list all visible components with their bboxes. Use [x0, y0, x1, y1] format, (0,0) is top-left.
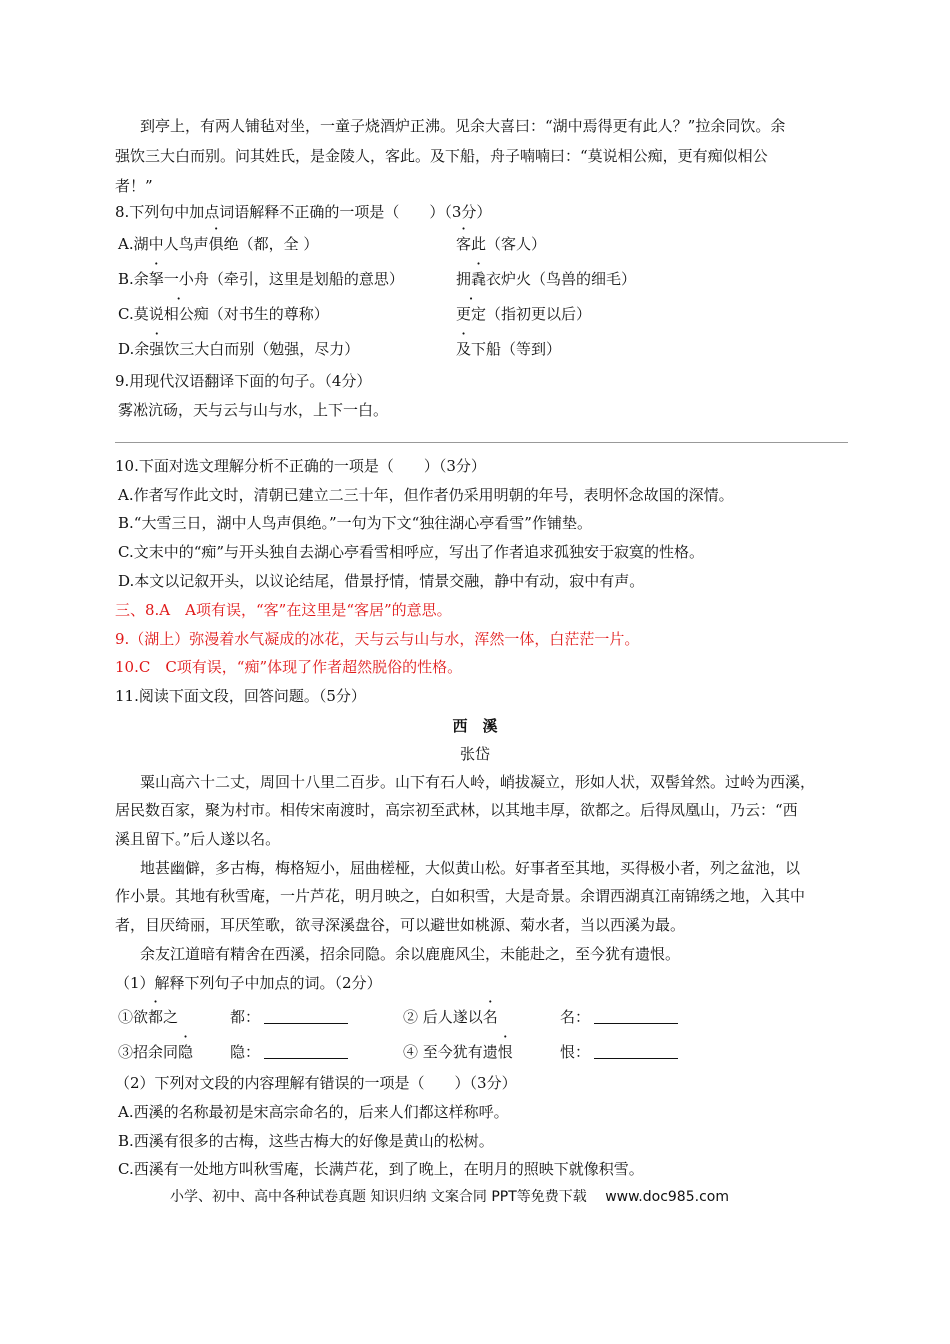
essay-title: 西 溪 — [452, 717, 498, 735]
q8-option-a-right: 客此（客人） — [456, 235, 547, 253]
sub1-item-4: ④ 至今犹有遗恨 — [403, 1043, 513, 1061]
sub1-item-4-answer[interactable]: 恨： — [560, 1042, 678, 1062]
q8-option-c-left: C.莫说相公痴（对书生的尊称） — [118, 305, 329, 323]
emphasized-word: 及 — [456, 340, 472, 358]
answer-blank — [594, 1009, 678, 1024]
emphasized-word: 客 — [456, 235, 472, 253]
answer-blank — [264, 1044, 348, 1059]
sub1-item-2: ② 后人遂以名 — [403, 1008, 498, 1026]
question-9-stem: 9.用现代汉语翻译下面的句子。（4分） — [115, 372, 372, 390]
emphasized-word: 拏 — [148, 270, 164, 288]
answer-8: 三、8.A A项有误，“客”在这里是“客居”的意思。 — [115, 601, 452, 619]
q10-option-c: C.文末中的“痴”与开头独自去湖心亭看雪相呼应，写出了作者追求孤独安于寂寞的性格。 — [118, 543, 705, 561]
question-11-stem: 11.阅读下面文段，回答问题。（5分） — [115, 687, 366, 705]
sub2-option-b: B.西溪有很多的古梅，这些古梅大的好像是黄山的松树。 — [118, 1132, 494, 1150]
q8-option-b-right: 拥毳衣炉火（鸟兽的细毛） — [456, 270, 637, 288]
emphasized-word: 隐 — [178, 1043, 194, 1061]
answer-line — [115, 442, 848, 443]
sub-question-2-stem: （2）下列对文段的内容理解有错误的一项是（ ）（3分） — [115, 1074, 517, 1092]
emphasized-word: 俱 — [208, 235, 224, 253]
sub2-option-c: C.西溪有一处地方叫秋雪庵，长满芦花，到了晚上，在明月的照映下就像积雪。 — [118, 1160, 644, 1178]
question-9-sentence: 雾凇沆砀，天与云与山与水，上下一白。 — [118, 401, 389, 419]
emphasized-word: 都 — [148, 1008, 164, 1026]
essay-p1-line-1: 粟山高六十二丈，周回十八里二百步。山下有石人岭，峭拔凝立，形如人状，双髻耸然。过岭为西溪， — [140, 773, 816, 791]
essay-p2-line-1: 地甚幽僻，多古梅，梅格短小，屈曲槎桠，大似黄山松。好事者至其地，买得极小者，列之盆池，以 — [140, 859, 801, 877]
sub1-item-2-answer[interactable]: 名： — [560, 1007, 678, 1027]
essay-p1-line-2: 居民数百家，聚为村市。相传宋南渡时，高宗初至武林，以其地丰厚，欲都之。后得凤凰山，乃云：“西 — [115, 801, 798, 819]
sub1-item-3: ③招余同隐 — [118, 1043, 194, 1061]
emphasized-word: 毳 — [471, 270, 487, 288]
answer-9: 9.（湖上）弥漫着水气凝成的冰花，天与云与山与水，浑然一体，白茫茫一片。 — [115, 630, 640, 648]
essay-p2-line-2: 作小景。其地有秋雪庵，一片芦花，明月映之，白如积雪，大是奇景。余谓西湖真江南锦绣之地，入其中 — [115, 887, 806, 905]
answer-blank — [264, 1009, 348, 1024]
q8-option-d-right: 及下船（等到） — [456, 340, 562, 358]
sub1-item-3-answer[interactable]: 隐： — [230, 1042, 348, 1062]
emphasized-word: 名 — [482, 1008, 498, 1026]
answer-10: 10.C C项有误，“痴”体现了作者超然脱俗的性格。 — [115, 658, 463, 676]
footer-text: 小学、初中、高中各种试卷真题 知识归纳 文案合同 PPT等免费下载 www.doc985.com — [170, 1189, 729, 1205]
passage-line-1: 到亭上，有两人铺毡对坐，一童子烧酒炉正沸。见余大喜曰：“湖中焉得更有此人？”拉余同饮。余 — [140, 117, 786, 135]
passage-line-3: 者！” — [115, 177, 153, 195]
q10-option-a: A.作者写作此文时，清朝已建立二三十年，但作者仍采用明朝的年号，表明怀念故国的深情。 — [118, 486, 734, 504]
q8-option-d-left: D.余强饮三大白而别（勉强，尽力） — [118, 340, 360, 358]
answer-blank — [594, 1044, 678, 1059]
sub2-option-a: A.西溪的名称最初是宋高宗命名的，后来人们都这样称呼。 — [118, 1103, 509, 1121]
emphasized-word: 恨 — [497, 1043, 513, 1061]
passage-line-2: 强饮三大白而别。问其姓氏，是金陵人，客此。及下船，舟子喃喃曰：“莫说相公痴，更有痴似相公 — [115, 147, 768, 165]
emphasized-word: 更定 — [456, 305, 487, 323]
sub-question-1-stem: （1）解释下列句子中加点的词。（2分） — [115, 974, 382, 992]
q8-option-c-right: 更定（指初更以后） — [456, 305, 592, 323]
essay-author: 张岱 — [459, 745, 490, 763]
essay-p2-line-3: 者，目厌绮丽，耳厌笙歌，欲寻深溪盘谷，可以避世如桃源、菊水者，当以西溪为最。 — [115, 916, 686, 934]
q10-option-d: D.本文以记叙开头，以议论结尾，借景抒情，情景交融，静中有动，寂中有声。 — [118, 572, 645, 590]
q8-option-b-left: B.余拏一小舟（牵引，这里是划船的意思） — [118, 270, 404, 288]
question-8-stem: 8.下列句中加点词语解释不正确的一项是（ ）（3分） — [115, 203, 492, 221]
emphasized-word: 相公 — [163, 305, 194, 323]
essay-p3-line-1: 余友江道暗有精舍在西溪，招余同隐。余以鹿鹿风尘，未能赴之，至今犹有遗恨。 — [140, 945, 681, 963]
emphasized-word: 强 — [149, 340, 165, 358]
question-10-stem: 10.下面对选文理解分析不正确的一项是（ ）（3分） — [115, 457, 486, 475]
q10-option-b: B.“大雪三日，湖中人鸟声俱绝。”一句为下文“独往湖心亭看雪”作铺垫。 — [118, 514, 592, 532]
essay-p1-line-3: 溪且留下。”后人遂以名。 — [115, 830, 281, 848]
q8-option-a-left: A.湖中人鸟声俱绝（都，全 ） — [118, 235, 319, 253]
sub1-item-1-answer[interactable]: 都： — [230, 1007, 348, 1027]
sub1-item-1: ①欲都之 — [118, 1008, 179, 1026]
